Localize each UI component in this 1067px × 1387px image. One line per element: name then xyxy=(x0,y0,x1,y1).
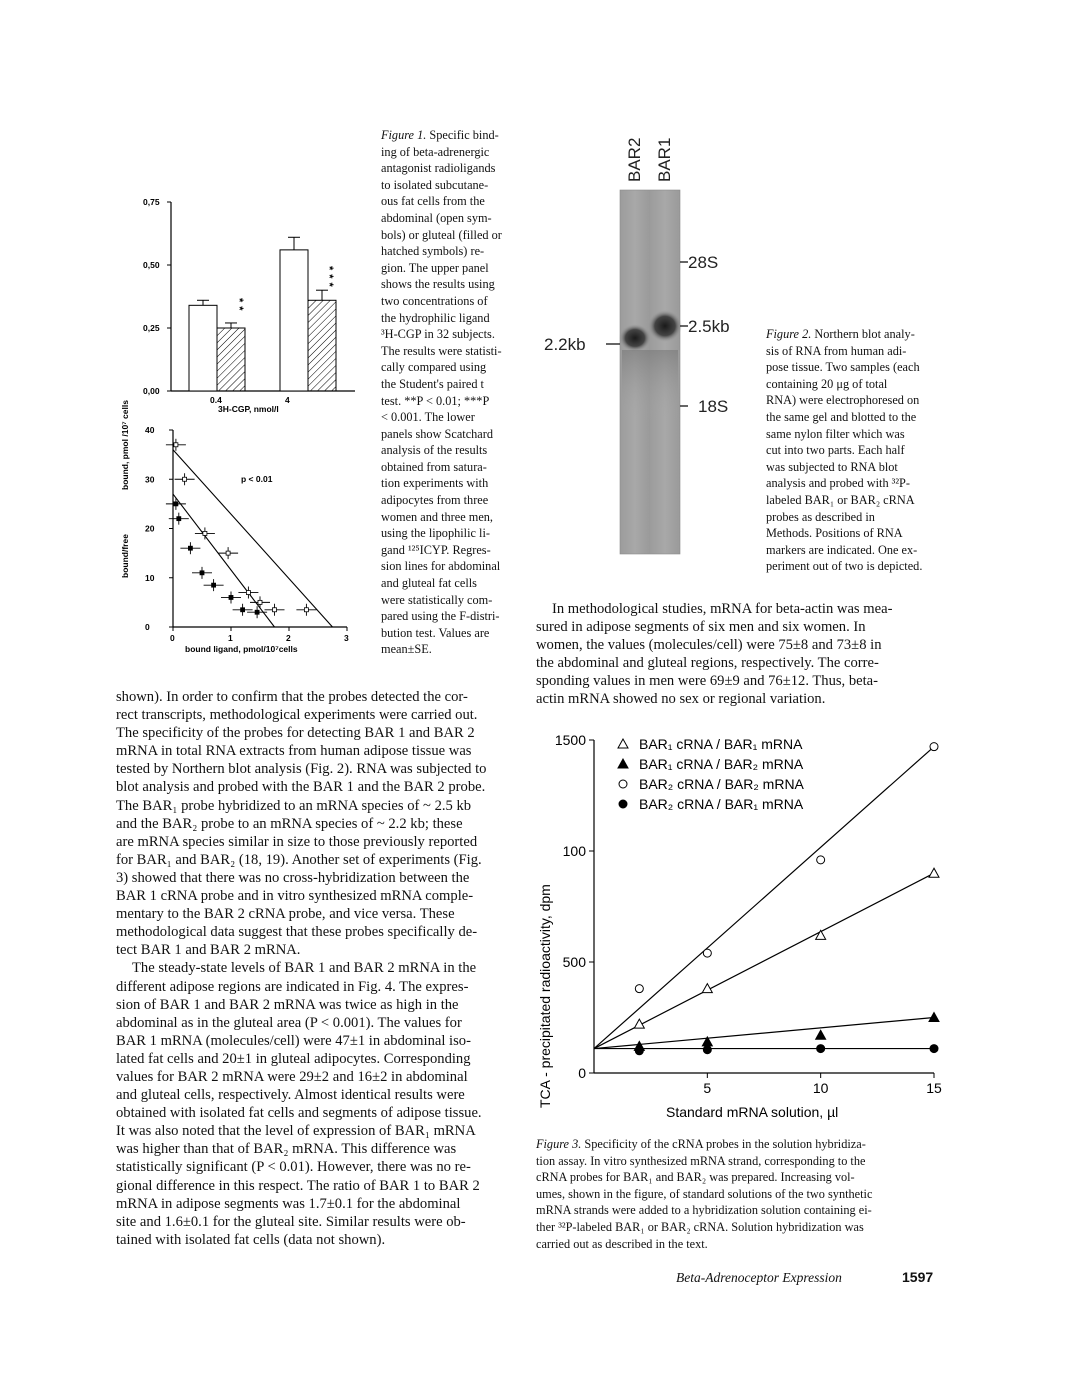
figure1-caption-line: < 0.001. The lower xyxy=(381,410,475,425)
bar-abdominal xyxy=(189,305,217,391)
figure2-caption-line: containing 20 μg of total xyxy=(766,376,888,391)
upper-xlabel: 3H-CGP, nmol/l xyxy=(218,404,279,414)
body-text-line: sion of BAR 1 and BAR 2 mRNA was twice as high in the xyxy=(116,996,459,1013)
figure1-caption xyxy=(381,127,526,658)
f3-ylabel: TCA - precipitated radioactivity, dpm xyxy=(537,884,553,1108)
figure1-caption-line: mean±SE. xyxy=(381,642,432,657)
figure3-caption-line: mRNA strands were added to a hybridization solution containing ei- xyxy=(536,1203,872,1218)
body-text-line: 3) showed that there was no cross-hybridization between the xyxy=(116,869,470,886)
figure1-caption-line: gand ¹²⁵ICYP. Regres- xyxy=(381,542,491,557)
figure3-chart xyxy=(522,730,952,1130)
upper-ytick-label: 0,25 xyxy=(143,323,160,333)
point-gluteal xyxy=(229,595,233,599)
body-text-line: the abdominal and gluteal regions, respectively. The corre- xyxy=(536,655,879,672)
body-text-line: obtained with isolated fat cells and segments of adipose tissue. xyxy=(116,1105,482,1122)
marker-2.5kb: 2.5kb xyxy=(688,317,730,336)
figure1-caption-line: ous fat cells from the xyxy=(381,194,485,209)
figure1-caption-line: ³H-CGP in 32 subjects. xyxy=(381,327,495,342)
lower-ytick-label: 40 xyxy=(145,425,155,435)
body-text-line: BAR 1 cRNA probe and in vitro synthesized mRNA comple- xyxy=(116,888,474,905)
body-text-line: The BAR₁ probe hybridized to an mRNA species of ~ 2.5 kb xyxy=(116,797,472,814)
figure1-caption-line: hatched symbols) re- xyxy=(381,244,485,259)
lower-ytick-label: 0 xyxy=(145,622,150,632)
figure2-caption-label: Figure 2. xyxy=(766,327,812,341)
figure3-caption-line: cRNA probes for BAR₁ and BAR₂ was prepared. Increasing vol- xyxy=(536,1170,855,1185)
figure1-caption-line: obtained from satura- xyxy=(381,459,487,474)
page-number: 1597 xyxy=(902,1269,934,1285)
upper-yticks xyxy=(143,197,171,396)
bar-gluteal xyxy=(217,328,245,391)
body-text-line: sponding values in men were 69±9 and 76±12. Thus, beta- xyxy=(536,673,879,690)
figure2-caption-line: RNA) were electrophoresed on xyxy=(766,393,920,408)
body-text-line: values for BAR 2 mRNA were 29±2 and 16±2 in abdominal xyxy=(116,1068,468,1085)
bar-abdominal xyxy=(280,250,308,391)
figure1-caption-line: were statistically com- xyxy=(381,592,493,607)
lower-xtick-label: 0 xyxy=(170,633,175,643)
figure1-caption-line: ing of beta-adrenergic xyxy=(381,144,490,159)
figure1-caption-line: shows the results using xyxy=(381,277,495,292)
body-text-line: and gluteal cells, respectively. Almost identical results were xyxy=(116,1087,465,1104)
lower-pvalue: p < 0.01 xyxy=(241,474,273,484)
body-text-line: BAR 1 mRNA (molecules/cell) were 47±1 in abdominal iso- xyxy=(116,1032,471,1049)
upper-significance-high: *** xyxy=(323,266,335,291)
figure3-caption-line: ther ³²P-labeled BAR₁ or BAR₂ cRNA. Solution hybridization was xyxy=(536,1219,864,1234)
figure1-caption-line: analysis of the results xyxy=(381,443,488,458)
upper-ytick-label: 0,50 xyxy=(143,260,160,270)
f3-point xyxy=(817,856,825,864)
f3-legend-label: BAR₂ cRNA / BAR₂ mRNA xyxy=(639,776,804,792)
body-text-line: lated fat cells and 20±1 in gluteal adipocytes. Corresponding xyxy=(116,1050,471,1067)
figure2-blot xyxy=(540,112,770,592)
body-text-line: tested by Northern blot analysis (Fig. 2). RNA was subjected to xyxy=(116,761,487,778)
figure1-caption-line: The results were statisti- xyxy=(381,343,502,358)
body-text-line: site and 1.6±0.1 for the gluteal site. Similar results were ob- xyxy=(116,1213,466,1230)
body-text-line: gional difference in this respect. The ratio of BAR 1 to BAR 2 xyxy=(116,1177,480,1194)
figure1-caption-line: tion experiments with xyxy=(381,476,489,491)
f3-legend-marker xyxy=(618,759,628,768)
point-gluteal xyxy=(188,546,192,550)
figure2-caption-line: Northern blot analy- xyxy=(814,327,915,341)
figure1-caption-line: test. **P < 0.01; ***P xyxy=(381,393,490,408)
figure2-caption-line: same nylon filter which was xyxy=(766,426,905,441)
upper-ytick-label: 0,00 xyxy=(143,386,160,396)
point-gluteal xyxy=(200,571,204,575)
f3-xlabel: Standard mRNA solution, µl xyxy=(666,1104,839,1120)
point-abdominal xyxy=(258,600,262,604)
body-text-line: and the BAR₂ probe to an mRNA species of ~ 2.2 kb; these xyxy=(116,815,463,832)
figure3-caption xyxy=(536,1136,950,1252)
body-text-line: women, the values (molecules/cell) were 75±8 and 73±8 in xyxy=(536,637,882,654)
f3-ytick-label: 1500 xyxy=(554,732,586,748)
point-gluteal xyxy=(255,610,259,614)
f3-point xyxy=(816,1030,826,1039)
f3-point xyxy=(930,1045,938,1053)
point-abdominal xyxy=(183,477,187,481)
body-text-line: The specificity of the probes for detecting BAR 1 and BAR 2 xyxy=(116,725,475,742)
body-text-line: actin mRNA showed no sex or regional variation. xyxy=(536,691,826,708)
figure2-caption-line: pose tissue. Two samples (each xyxy=(766,360,920,375)
figure1-upper-panel xyxy=(120,197,355,490)
body-text-line: tained with isolated fat cells (data not shown). xyxy=(116,1231,386,1248)
body-text-line: mentary to the BAR 2 cRNA probe, and vice versa. These xyxy=(116,906,455,923)
body-text-line: rect transcripts, methodological experiments were carried out. xyxy=(116,707,478,724)
f3-legend-marker xyxy=(619,800,627,808)
figure1-caption-line: bution test. Values are xyxy=(381,625,490,640)
point-abdominal xyxy=(273,608,277,612)
body-text-line: different adipose regions are indicated in Fig. 4. The expres- xyxy=(116,978,469,995)
figure1-caption-line: adipocytes from three xyxy=(381,493,489,508)
figure1-caption-line: women and three men, xyxy=(381,509,493,524)
figure1-caption-line: antagonist radioligands xyxy=(381,161,496,176)
body-text-line: methodological data suggest that these probes specifically de- xyxy=(116,924,478,941)
band-2.5kb xyxy=(648,310,682,342)
body-text-line: for BAR₁ and BAR₂ (18, 19). Another set of experiments (Fig. xyxy=(116,851,482,868)
f3-point xyxy=(816,930,826,939)
figure2-caption-line: labeled BAR₁ or BAR₂ cRNA xyxy=(766,492,915,507)
body-text-line: shown). In order to confirm that the probes detected the cor- xyxy=(116,689,468,705)
figure2-caption-line: sis of RNA from human adi- xyxy=(766,343,907,358)
lower-xtick-label: 1 xyxy=(228,633,233,643)
f3-legend-label: BAR₂ cRNA / BAR₁ mRNA xyxy=(639,796,804,812)
lower-ytick-label: 10 xyxy=(145,572,155,583)
figure1-caption-line: the hydrophilic ligand xyxy=(381,310,490,325)
f3-point xyxy=(635,985,643,993)
figure1-caption-line: two concentrations of xyxy=(381,293,488,308)
f3-xtick-label: 15 xyxy=(926,1080,942,1096)
f3-legend-label: BAR₁ cRNA / BAR₁ mRNA xyxy=(639,736,803,752)
figure2-caption-line: cut into two parts. Each half xyxy=(766,443,905,458)
figure1-caption-line: sion lines for abdominal xyxy=(381,559,501,574)
figure1-caption-line: pared using the F-distri- xyxy=(381,609,500,624)
upper-significance-low: ** xyxy=(233,298,245,315)
figure2-caption-line: periment out of two is depicted. xyxy=(766,559,923,574)
body-text-line: abdominal as in the gluteal area (P < 0.001). The values for xyxy=(116,1014,462,1031)
point-abdominal xyxy=(203,531,207,535)
figure1-caption-line: gion. The upper panel xyxy=(381,260,489,275)
figure2-caption xyxy=(766,326,948,575)
f3-point xyxy=(703,949,711,957)
body-text-line: mRNA in total RNA extracts from human adipose tissue was xyxy=(116,743,472,760)
figure1-caption-line: using the lipophilic li- xyxy=(381,526,490,541)
body-left xyxy=(116,688,520,1249)
body-text-line: tect BAR 1 and BAR 2 mRNA. xyxy=(116,942,301,959)
f3-xtick-label: 10 xyxy=(812,1080,829,1096)
lower-xtick-label: 2 xyxy=(286,633,291,643)
running-title: Beta-Adrenoceptor Expression xyxy=(676,1270,842,1285)
f3-point xyxy=(817,1045,825,1053)
upper-xtick-2: 4 xyxy=(285,395,290,405)
figure1-caption-line: to isolated subcutane- xyxy=(381,177,489,192)
f3-xtick-label: 5 xyxy=(703,1080,712,1096)
band-2.2kb xyxy=(619,324,651,352)
figure3-caption-label: Figure 3. xyxy=(536,1137,582,1151)
figure2-caption-line: markers are indicated. One ex- xyxy=(766,542,918,557)
lower-ylabel: bound/free xyxy=(120,534,130,578)
figure2-caption-line: the same gel and blotted to the xyxy=(766,409,917,424)
figure2-caption-line: Methods. Positions of RNA xyxy=(766,526,903,541)
marker-2.2kb: 2.2kb xyxy=(544,335,586,354)
figure1-lower-panel xyxy=(120,425,349,654)
body-text-line: It was also noted that the level of expression of BAR₁ mRNA xyxy=(116,1123,476,1140)
f3-point xyxy=(929,1013,939,1022)
figure1-caption-line: and gluteal fat cells xyxy=(381,576,477,591)
marker-28s: 28S xyxy=(688,253,719,272)
point-gluteal xyxy=(177,517,181,521)
f3-ytick-label: 500 xyxy=(562,954,586,970)
body-text-line: The steady-state levels of BAR 1 and BAR 2 mRNA in the xyxy=(132,960,477,977)
figure1-caption-line: the Student's paired t xyxy=(381,376,484,391)
point-abdominal xyxy=(174,443,178,447)
figure1-caption-line: bols) or gluteal (filled or xyxy=(381,227,502,242)
upper-ylabel: bound, pmol /10⁷ cells xyxy=(120,400,130,490)
f3-point xyxy=(703,1046,711,1054)
f3-legend-marker xyxy=(619,780,627,788)
body-text-line: sured in adipose segments of six men and six women. In xyxy=(536,619,866,636)
f3-point xyxy=(635,1047,643,1055)
f3-legend-marker xyxy=(618,739,628,748)
upper-ytick-label: 0,75 xyxy=(143,197,160,207)
lane-label-bar1: BAR1 xyxy=(655,137,674,182)
body-text-line: mRNA in adipose segments was 1.7±0.1 for the abdominal xyxy=(116,1195,461,1212)
figure1-caption-line: Specific bind- xyxy=(429,128,499,142)
body-right xyxy=(536,600,944,709)
f3-point xyxy=(929,868,939,877)
body-text-line: statistically significant (P < 0.01). However, there was no re- xyxy=(116,1159,471,1176)
figure3-caption-line: Specificity of the cRNA probes in the solution hybridiza- xyxy=(584,1137,866,1151)
lane-label-bar2: BAR2 xyxy=(625,137,644,182)
body-text-line: was higher than that of BAR₂ mRNA. This difference was xyxy=(116,1141,457,1158)
figure2-caption-line: was subjected to RNA blot xyxy=(766,459,898,474)
point-abdominal xyxy=(246,591,250,595)
body-text-line: blot analysis and probed with the BAR 1 and the BAR 2 probe. xyxy=(116,779,486,796)
figure1-caption-line: abdominal (open sym- xyxy=(381,210,492,225)
lower-xlabel: bound ligand, pmol/10⁷cells xyxy=(185,644,298,654)
figure1-caption-line: panels show Scatchard xyxy=(381,426,494,441)
f3-ytick-label: 0 xyxy=(578,1065,586,1081)
regression-line-gluteal xyxy=(173,494,275,627)
point-gluteal xyxy=(174,502,178,506)
figure1-caption-line: cally compared using xyxy=(381,360,487,375)
bar-gluteal xyxy=(308,300,336,391)
figure2-caption-line: probes as described in xyxy=(766,509,875,524)
figure3-caption-line: carried out as described in the text. xyxy=(536,1236,708,1251)
marker-18s: 18S xyxy=(698,397,729,416)
lower-ytick-label: 30 xyxy=(145,474,155,485)
point-abdominal xyxy=(226,551,230,555)
point-gluteal xyxy=(212,583,216,587)
f3-point xyxy=(930,743,938,751)
figure1-plots xyxy=(115,190,365,660)
figure3-caption-line: umes, shown in the figure, of standard solutions of the two synthetic xyxy=(536,1186,873,1201)
f3-legend-label: BAR₁ cRNA / BAR₂ mRNA xyxy=(639,756,804,772)
figure3-caption-line: tion assay. In vitro synthesized mRNA strand, corresponding to the xyxy=(536,1153,866,1168)
f3-ytick-label: 100 xyxy=(562,843,586,859)
body-text-line: In methodological studies, mRNA for beta-actin was mea- xyxy=(552,601,893,617)
lower-xtick-label: 3 xyxy=(344,633,349,643)
lower-ytick-label: 20 xyxy=(145,523,155,534)
point-abdominal xyxy=(304,608,308,612)
body-text-line: are mRNA species similar in size to those previously reported xyxy=(116,833,478,850)
figure2-caption-line: analysis and probed with ³²P- xyxy=(766,476,910,491)
upper-xtick-1: 0.4 xyxy=(210,395,222,405)
figure1-caption-label: Figure 1. xyxy=(381,128,427,142)
point-gluteal xyxy=(241,608,245,612)
